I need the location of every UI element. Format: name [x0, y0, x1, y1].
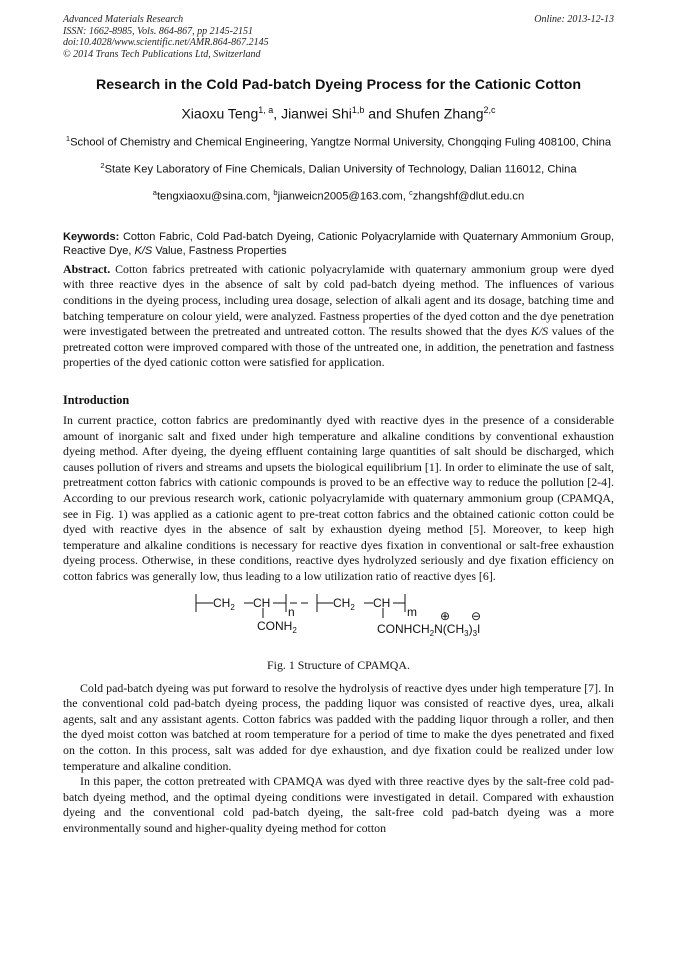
figure-1-structure	[63, 586, 614, 654]
author-name: Shufen Zhang	[395, 105, 484, 122]
author-list: Xiaoxu Teng$^{1, a}$, Jianwei Shi$^{1,b}$ and Shufen Zhang$^{2,c}$	[181, 105, 496, 122]
abstract-label: Abstract.	[63, 261, 111, 276]
subscript-m: m	[407, 604, 417, 619]
ch-group: CH	[373, 595, 391, 610]
journal-name: Advanced Materials Research	[63, 14, 184, 25]
subscript-n: n	[288, 604, 295, 619]
plus-charge-icon: ⊕	[440, 608, 451, 623]
online-date: Online: 2013-12-13	[534, 14, 614, 25]
quaternary-ammonium-side-chain: $CONHCH_2N(CH_3)_3I$	[377, 621, 481, 638]
paper-title: Research in the Cold Pad-batch Dyeing Process for the Cationic Cotton	[95, 77, 582, 93]
keywords: Keywords: Cotton Fabric, Cold Pad-batch Dyeing, Cationic Polyacrylamide with Quaternary Ammonium Group, Reactive Dye, K/S Value, Fastness Properties	[63, 230, 614, 257]
affiliation-2: $^2$State Key Laboratory of Fine Chemicals, Dalian University of Technology, Dalian 116012, China	[100, 161, 577, 177]
email-address: jianweicn2005@163.com	[277, 190, 403, 203]
author-affiliation-mark: 1, a	[258, 105, 274, 115]
abstract: Abstract. Cotton fabrics pretreated with cationic polyacrylamide with quaternary ammonium group were dyed with three reactive dyes in the absence of salt by cold pad-batch dyeing method. The influences of various conditions in the dyeing process, including urea dosage, selection of alkali agent and its dosage, batching time and batching temperature on colour yield, were analyzed. Fastness properties of the dyed cotton and the dye penetration were investigated between the pretreated and untreated cotton. The results showed that the dyes K/S values of the pretreated cotton were improved compared with those of the untreated one, in addition, the penetration and fastness properties of the dyed cationic cotton were satisfied for application.	[63, 261, 614, 370]
email-list: $^a$tengxiaoxu@sina.com, $^b$jianweicn2005@163.com, $^c$zhangshf@dlut.edu.cn	[152, 188, 525, 203]
author-affiliation-mark: 1,b	[351, 105, 365, 115]
ch-group: CH	[253, 595, 271, 610]
journal-header	[63, 14, 614, 60]
paper-page	[63, 14, 614, 836]
paragraph: In this paper, the cotton pretreated with CPAMQA was dyed with three reactive dyes by the salt-free cold pad-batch dyeing method, and the optimal dyeing conditions were investigated in detail. Compared with exhaustion dyeing and the conventional cold pad-batch dyeing, the salt-free cold pad-batch dyeing was a more environmentally sound and higher-quality dyeing method for cotton	[63, 774, 614, 835]
email-address: tengxiaoxu@sina.com	[156, 190, 268, 203]
author-name: Xiaoxu Teng	[181, 105, 259, 122]
email-address: zhangshf@dlut.edu.cn	[412, 190, 525, 203]
section-heading-introduction: Introduction	[63, 393, 130, 408]
affiliation-1: $^1$School of Chemistry and Chemical Engineering, Yangtze Normal University, Chongqing Fuling 408100, China	[65, 133, 612, 149]
cpamqa-structure-diagram	[193, 586, 483, 652]
ch2-group: $CH_2$	[333, 595, 355, 612]
minus-charge-icon: ⊖	[471, 608, 482, 623]
copyright-line: © 2014 Trans Tech Publications Ltd, Switzerland	[63, 48, 261, 60]
issn-line: ISSN: 1662-8985, Vols. 864-867, pp 2145-2151	[63, 25, 253, 37]
keywords-label: Keywords:	[63, 230, 120, 243]
doi-line: doi:10.4028/www.scientific.net/AMR.864-867.2145	[63, 37, 269, 48]
paragraph: Cold pad-batch dyeing was put forward to resolve the hydrolysis of reactive dyes under high temperature [7]. In the conventional cold pad-batch dyeing process, the padding liquor was consisted of reactive dyes, urea, alkali agents, salt and any assistant agents. Cotton fabrics was padded with the padding liquor through a roller, and then the dyed moist cotton was batched at room temperature for a period of time to make the dyes penetrated and fixed on the cotton. In this process, salt was added for dye exhaustion, and dye fixation could be realized under low temperature and alkaline condition.	[63, 680, 614, 773]
figure-caption: Fig. 1 Structure of CPAMQA.	[267, 657, 410, 672]
author-name: Jianwei Shi	[281, 105, 352, 122]
ch2-group: $CH_2$	[213, 595, 235, 612]
author-affiliation-mark: 2,c	[483, 105, 496, 115]
paragraph: In current practice, cotton fabrics are predominantly dyed with reactive dyes in the presence of a considerable amount of inorganic salt and fixed under high temperature and alkaline conditions by conventional exhaustion dyeing method. After dyeing, the dyeing effluent containing large quantities of salt should be discharged, which causes pollution of rivers and streams and upsets the biological equilibrium [1]. In order to eliminate the use of salt, pretreatment cotton fabrics with cationic compounds is proved to be an effective way to reduce the pollution [2-4]. According to our previous research work, cationic polyacrylamide with quaternary ammonium group (CPAMQA, see in Fig. 1) was applied as a cationic agent to pre-treat cotton fabrics and the obtained cationic cotton could be dyed with reactive dyes in the absence of salt by exhaustion dyeing method [5]. Moreover, to keep high temperature and alkaline conditions is necessary for reactive dyes fixation in conventional or salt-free exhaustion dyeing process. Otherwise, in these conditions, reactive dyes hydrolyzed seriously and dye fixation efficiency on cotton fabrics was generally low, thus leading to a low utilization ratio of reactive dyes [6].	[63, 413, 614, 583]
conh2-group: $CONH_2$	[257, 618, 297, 635]
